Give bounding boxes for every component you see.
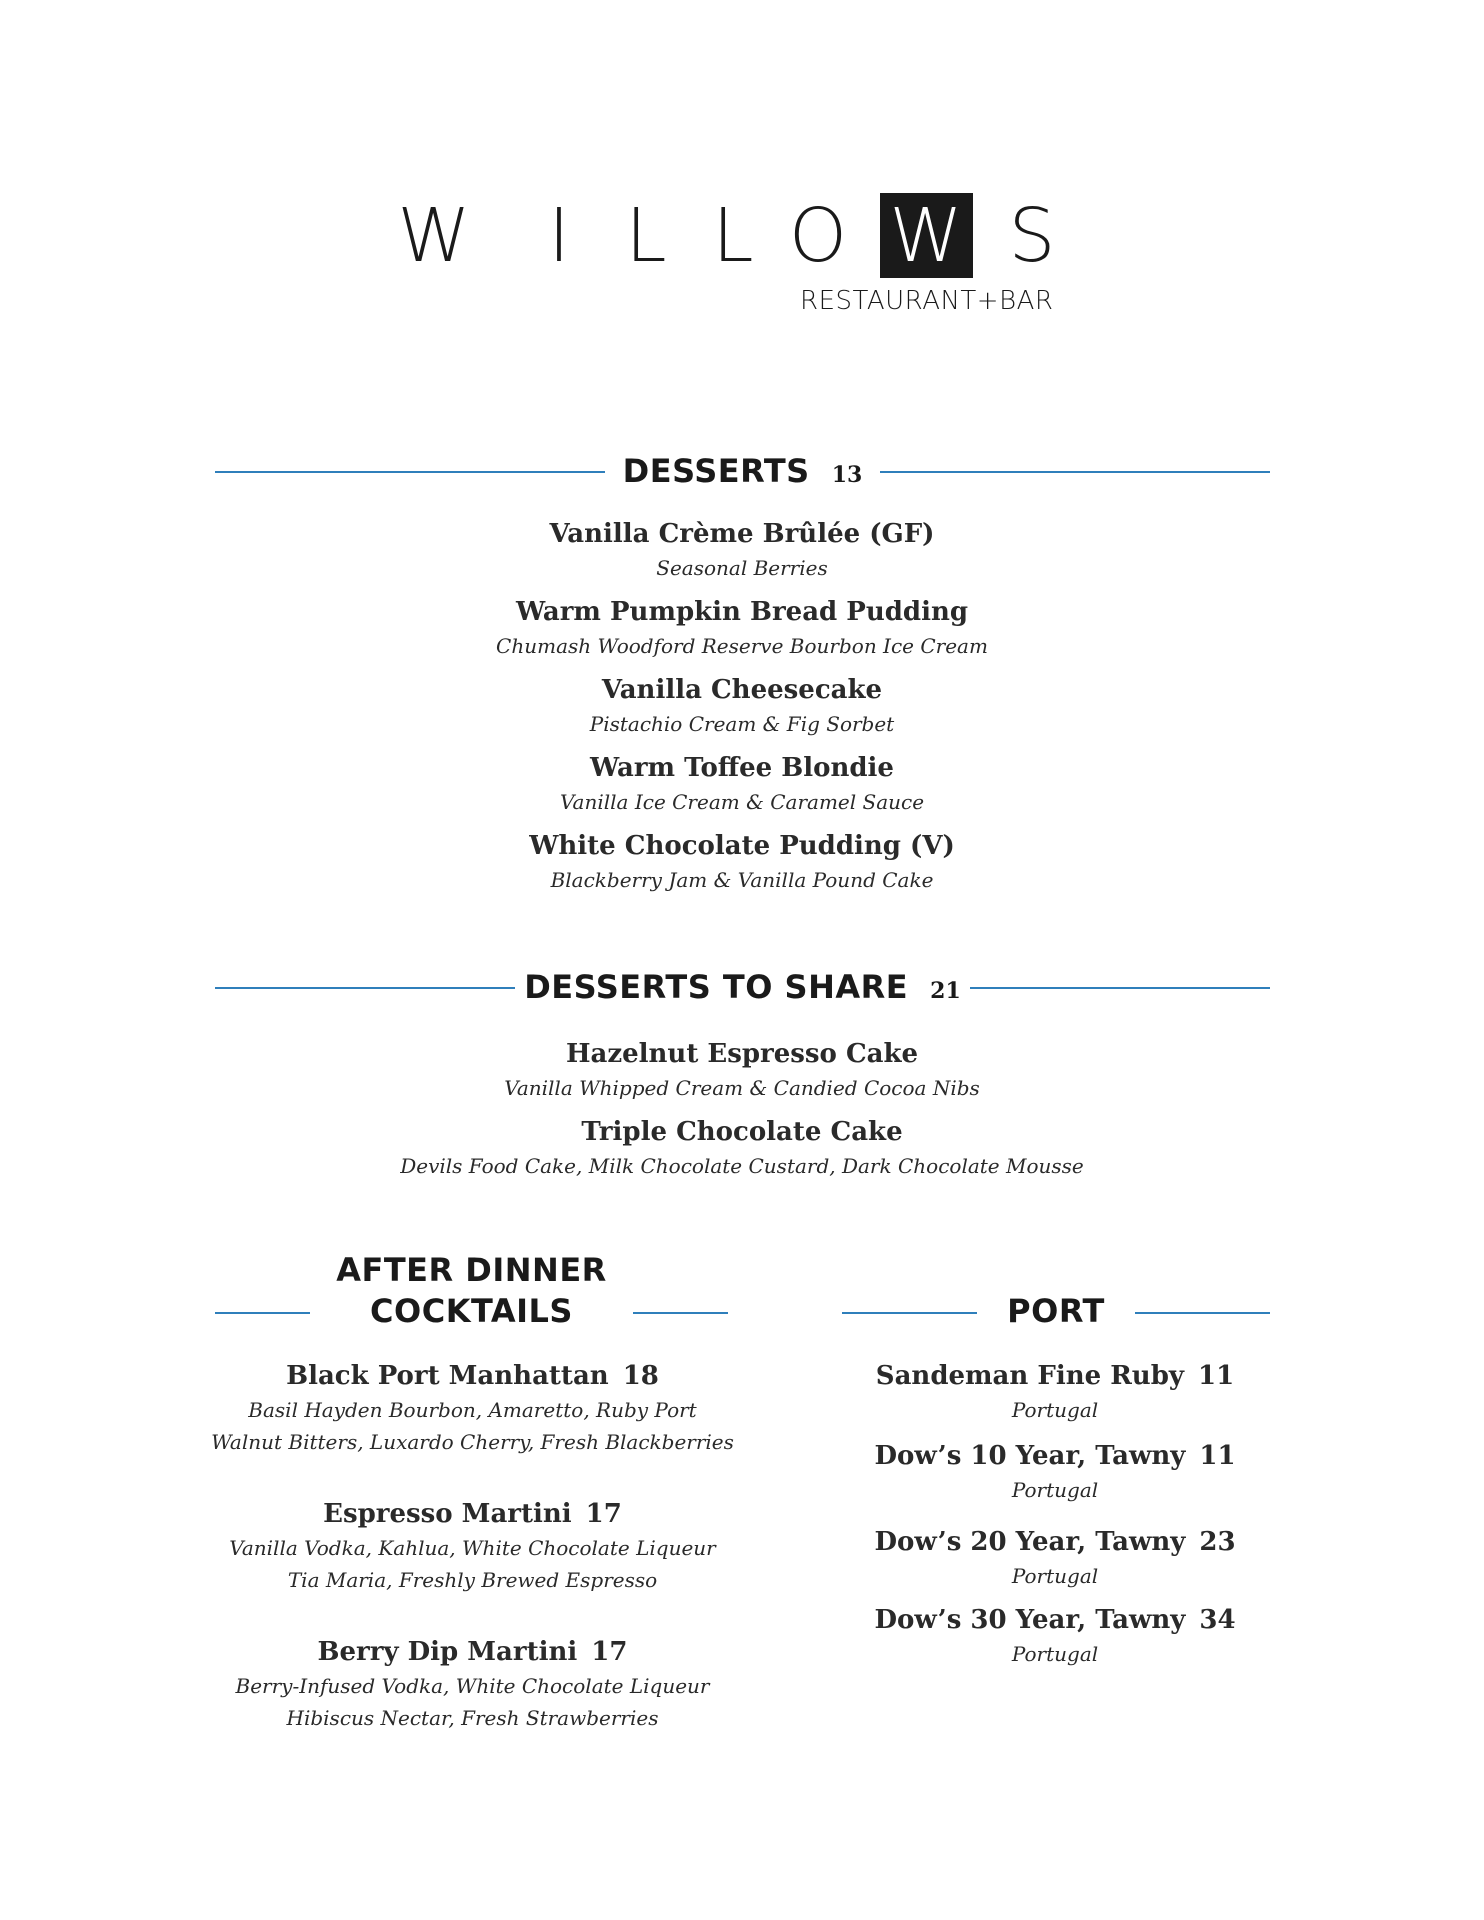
item-price: 18: [622, 1361, 659, 1391]
port-rule-left: [842, 1312, 977, 1314]
item-price: 34: [1199, 1605, 1236, 1635]
list-item: [200, 1496, 745, 1596]
item-name: Dow’s 20 Year, Tawny: [874, 1527, 1186, 1557]
port-list: [830, 1358, 1280, 1670]
list-item: [217, 594, 1267, 662]
port-rule-right: [1135, 1312, 1270, 1314]
item-description: Basil Hayden Bourbon, Amaretto, Ruby Port: [248, 1398, 697, 1422]
cocktails-heading: [310, 1250, 633, 1332]
list-item: [830, 1358, 1280, 1426]
share-list: [217, 1036, 1267, 1182]
list-item: [200, 1358, 745, 1458]
item-name: Warm Toffee Blondie: [590, 753, 894, 783]
list-item: [217, 672, 1267, 740]
item-name: Vanilla Crème Brûlée (GF): [549, 519, 935, 549]
restaurant-logo: [0, 0, 1484, 340]
logo-letter-l1: L: [625, 193, 667, 279]
item-description: Tia Maria, Freshly Brewed Espresso: [287, 1568, 658, 1592]
item-name: Berry Dip Martini: [317, 1637, 578, 1667]
list-item: [830, 1524, 1280, 1592]
list-item: [830, 1602, 1280, 1670]
cocktails-rule-left: [215, 1312, 310, 1314]
item-price: 23: [1199, 1527, 1236, 1557]
item-description: Vanilla Vodka, Kahlua, White Chocolate Liqueur: [229, 1536, 716, 1560]
item-name: Warm Pumpkin Bread Pudding: [515, 597, 969, 627]
item-description: Blackberry Jam & Vanilla Pound Cake: [550, 868, 934, 892]
item-origin: Portugal: [1011, 1642, 1099, 1666]
item-name: Sandeman Fine Ruby: [875, 1361, 1184, 1391]
item-name: Espresso Martini: [323, 1499, 572, 1529]
item-name: Triple Chocolate Cake: [581, 1117, 903, 1147]
item-description: Walnut Bitters, Luxardo Cherry, Fresh Blackberries: [211, 1430, 734, 1454]
list-item: [217, 1114, 1267, 1182]
item-description: Seasonal Berries: [656, 556, 828, 580]
desserts-rule-left: [215, 471, 605, 473]
logo-letter-w2: W: [889, 193, 963, 279]
item-name: Dow’s 30 Year, Tawny: [874, 1605, 1186, 1635]
logo-letter-s: S: [1008, 193, 1056, 279]
port-title: PORT: [1007, 1292, 1105, 1330]
list-item: [217, 516, 1267, 584]
logo-highlight-box: [880, 193, 973, 278]
logo-letter-i: I: [548, 193, 570, 279]
share-title: DESSERTS TO SHARE: [524, 968, 909, 1006]
item-origin: Portugal: [1011, 1398, 1099, 1422]
item-description: Vanilla Ice Cream & Caramel Sauce: [559, 790, 925, 814]
item-price: 11: [1199, 1441, 1236, 1471]
cocktails-rule-right: [633, 1312, 728, 1314]
logo-letter-l2: L: [712, 193, 754, 279]
item-description: Chumash Woodford Reserve Bourbon Ice Cream: [496, 634, 988, 658]
share-heading: [515, 968, 970, 1006]
item-name: Dow’s 10 Year, Tawny: [874, 1441, 1186, 1471]
port-heading: [977, 1292, 1135, 1330]
item-description: Hibiscus Nectar, Fresh Strawberries: [286, 1706, 659, 1730]
item-description: Vanilla Whipped Cream & Candied Cocoa Nibs: [504, 1076, 980, 1100]
item-description: Devils Food Cake, Milk Chocolate Custard, Dark Chocolate Mousse: [400, 1154, 1084, 1178]
desserts-title: DESSERTS: [622, 452, 810, 490]
desserts-list: [217, 516, 1267, 896]
cocktails-list: [200, 1358, 745, 1734]
item-name: White Chocolate Pudding (V): [529, 831, 955, 861]
list-item: [200, 1634, 745, 1734]
logo-letter-w: W: [397, 193, 471, 279]
desserts-rule-right: [880, 471, 1270, 473]
share-rule-left: [215, 987, 515, 989]
share-price: 21: [930, 978, 961, 1004]
item-price: 17: [591, 1637, 628, 1667]
item-description: Pistachio Cream & Fig Sorbet: [589, 712, 895, 736]
logo-letter-o: O: [788, 193, 848, 279]
item-origin: Portugal: [1011, 1564, 1099, 1588]
item-name: Black Port Manhattan: [286, 1361, 609, 1391]
list-item: [217, 1036, 1267, 1104]
cocktails-title-line2: COCKTAILS: [370, 1292, 573, 1330]
item-price: 11: [1198, 1361, 1235, 1391]
logo-subtitle: RESTAURANT+BAR: [800, 286, 1054, 316]
desserts-price: 13: [831, 462, 863, 488]
item-description: Berry-Infused Vodka, White Chocolate Liqueur: [235, 1674, 710, 1698]
list-item: [217, 828, 1267, 896]
item-price: 17: [585, 1499, 622, 1529]
list-item: [217, 750, 1267, 818]
cocktails-title-line1: AFTER DINNER: [336, 1251, 607, 1289]
item-name: Vanilla Cheesecake: [601, 675, 883, 705]
list-item: [830, 1438, 1280, 1506]
item-name: Hazelnut Espresso Cake: [565, 1039, 919, 1069]
share-rule-right: [970, 987, 1270, 989]
item-origin: Portugal: [1011, 1478, 1099, 1502]
desserts-heading: [605, 452, 880, 490]
